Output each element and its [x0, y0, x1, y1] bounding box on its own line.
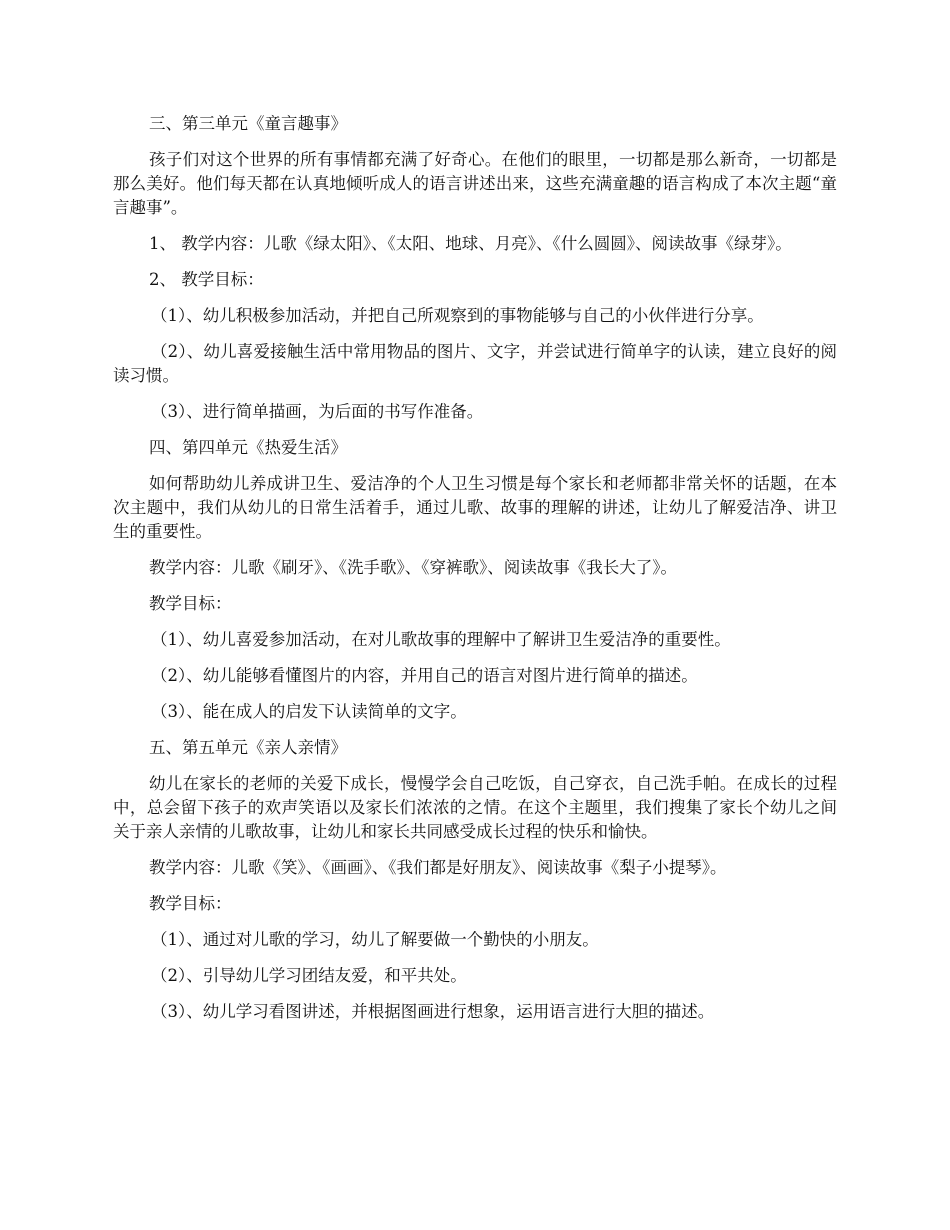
paragraph-unit-4-goal-2: （2）、幼儿能够看懂图片的内容，并用自己的语言对图片进行简单的描述。 [151, 666, 698, 685]
paragraph-unit-5-intro: 幼儿在家长的老师的关爱下成长，慢慢学会自己吃饭，自己穿衣，自己洗手帕。在成长的过程中，总会留下孩子的欢声笑语以及家长们浓浓的之情。在这个主题里，我们搜集了家长个幼儿之间关于亲人亲情的儿歌故事，让幼儿和家长共同感受成长过程的快乐和愉快。 [113, 774, 837, 841]
paragraph-unit-4-intro: 如何帮助幼儿养成讲卫生、爱洁净的个人卫生习惯是每个家长和老师都非常关怀的话题，在本次主题中，我们从幼儿的日常生活着手，通过儿歌、故事的理解的讲述，让幼儿了解爱洁净、讲卫生的重要性。 [113, 474, 837, 541]
paragraph-unit-3-goal-3: （3）、进行简单描画，为后面的书写作准备。 [151, 402, 484, 421]
paragraph-unit-4-goal-1: （1）、幼儿喜爱参加活动，在对儿歌故事的理解中了解讲卫生爱洁净的重要性。 [151, 630, 731, 649]
section-heading-unit-4: 四、第四单元《热爱生活》 [149, 438, 347, 457]
paragraph-unit-3-goal-1: （1）、幼儿积极参加活动，并把自己所观察到的事物能够与自己的小伙伴进行分享。 [151, 306, 764, 325]
paragraph-unit-5-goal-2: （2）、引导幼儿学习团结友爱，和平共处。 [151, 966, 467, 985]
paragraph-unit-5-goals-heading: 教学目标： [149, 894, 232, 913]
paragraph-unit-3-intro: 孩子们对这个世界的所有事情都充满了好奇心。在他们的眼里，一切都是那么新奇，一切都是那么美好。他们每天都在认真地倾听成人的语言讲述出来，这些充满童趣的语言构成了本次主题“童言趣事”。 [113, 150, 837, 217]
paragraph-unit-4-goals-heading: 教学目标： [149, 594, 232, 613]
paragraph-unit-5-goal-1: （1）、通过对儿歌的学习，幼儿了解要做一个勤快的小朋友。 [151, 930, 599, 949]
section-heading-unit-5: 五、第五单元《亲人亲情》 [149, 738, 347, 757]
paragraph-unit-3-goals-heading: 2、 教学目标： [149, 270, 264, 289]
paragraph-unit-3-goal-2: （2）、幼儿喜爱接触生活中常用物品的图片、文字，并尝试进行简单字的认读，建立良好的阅读习惯。 [113, 342, 837, 385]
section-heading-unit-3: 三、第三单元《童言趣事》 [149, 114, 347, 133]
paragraph-unit-4-content: 教学内容：儿歌《刷牙》、《洗手歌》、《穿裤歌》、阅读故事《我长大了》。 [149, 558, 677, 577]
paragraph-unit-3-content: 1、 教学内容：儿歌《绿太阳》、《太阳、地球、月亮》、《什么圆圆》、阅读故事《绿芽》。 [149, 234, 792, 253]
paragraph-unit-4-goal-3: （3）、能在成人的启发下认读简单的文字。 [151, 702, 467, 721]
paragraph-unit-5-goal-3: （3）、幼儿学习看图讲述，并根据图画进行想象，运用语言进行大胆的描述。 [151, 1002, 715, 1021]
document-page [113, 112, 837, 1036]
paragraph-unit-5-content: 教学内容：儿歌《笑》、《画画》、《我们都是好朋友》、阅读故事《梨子小提琴》。 [149, 858, 727, 877]
